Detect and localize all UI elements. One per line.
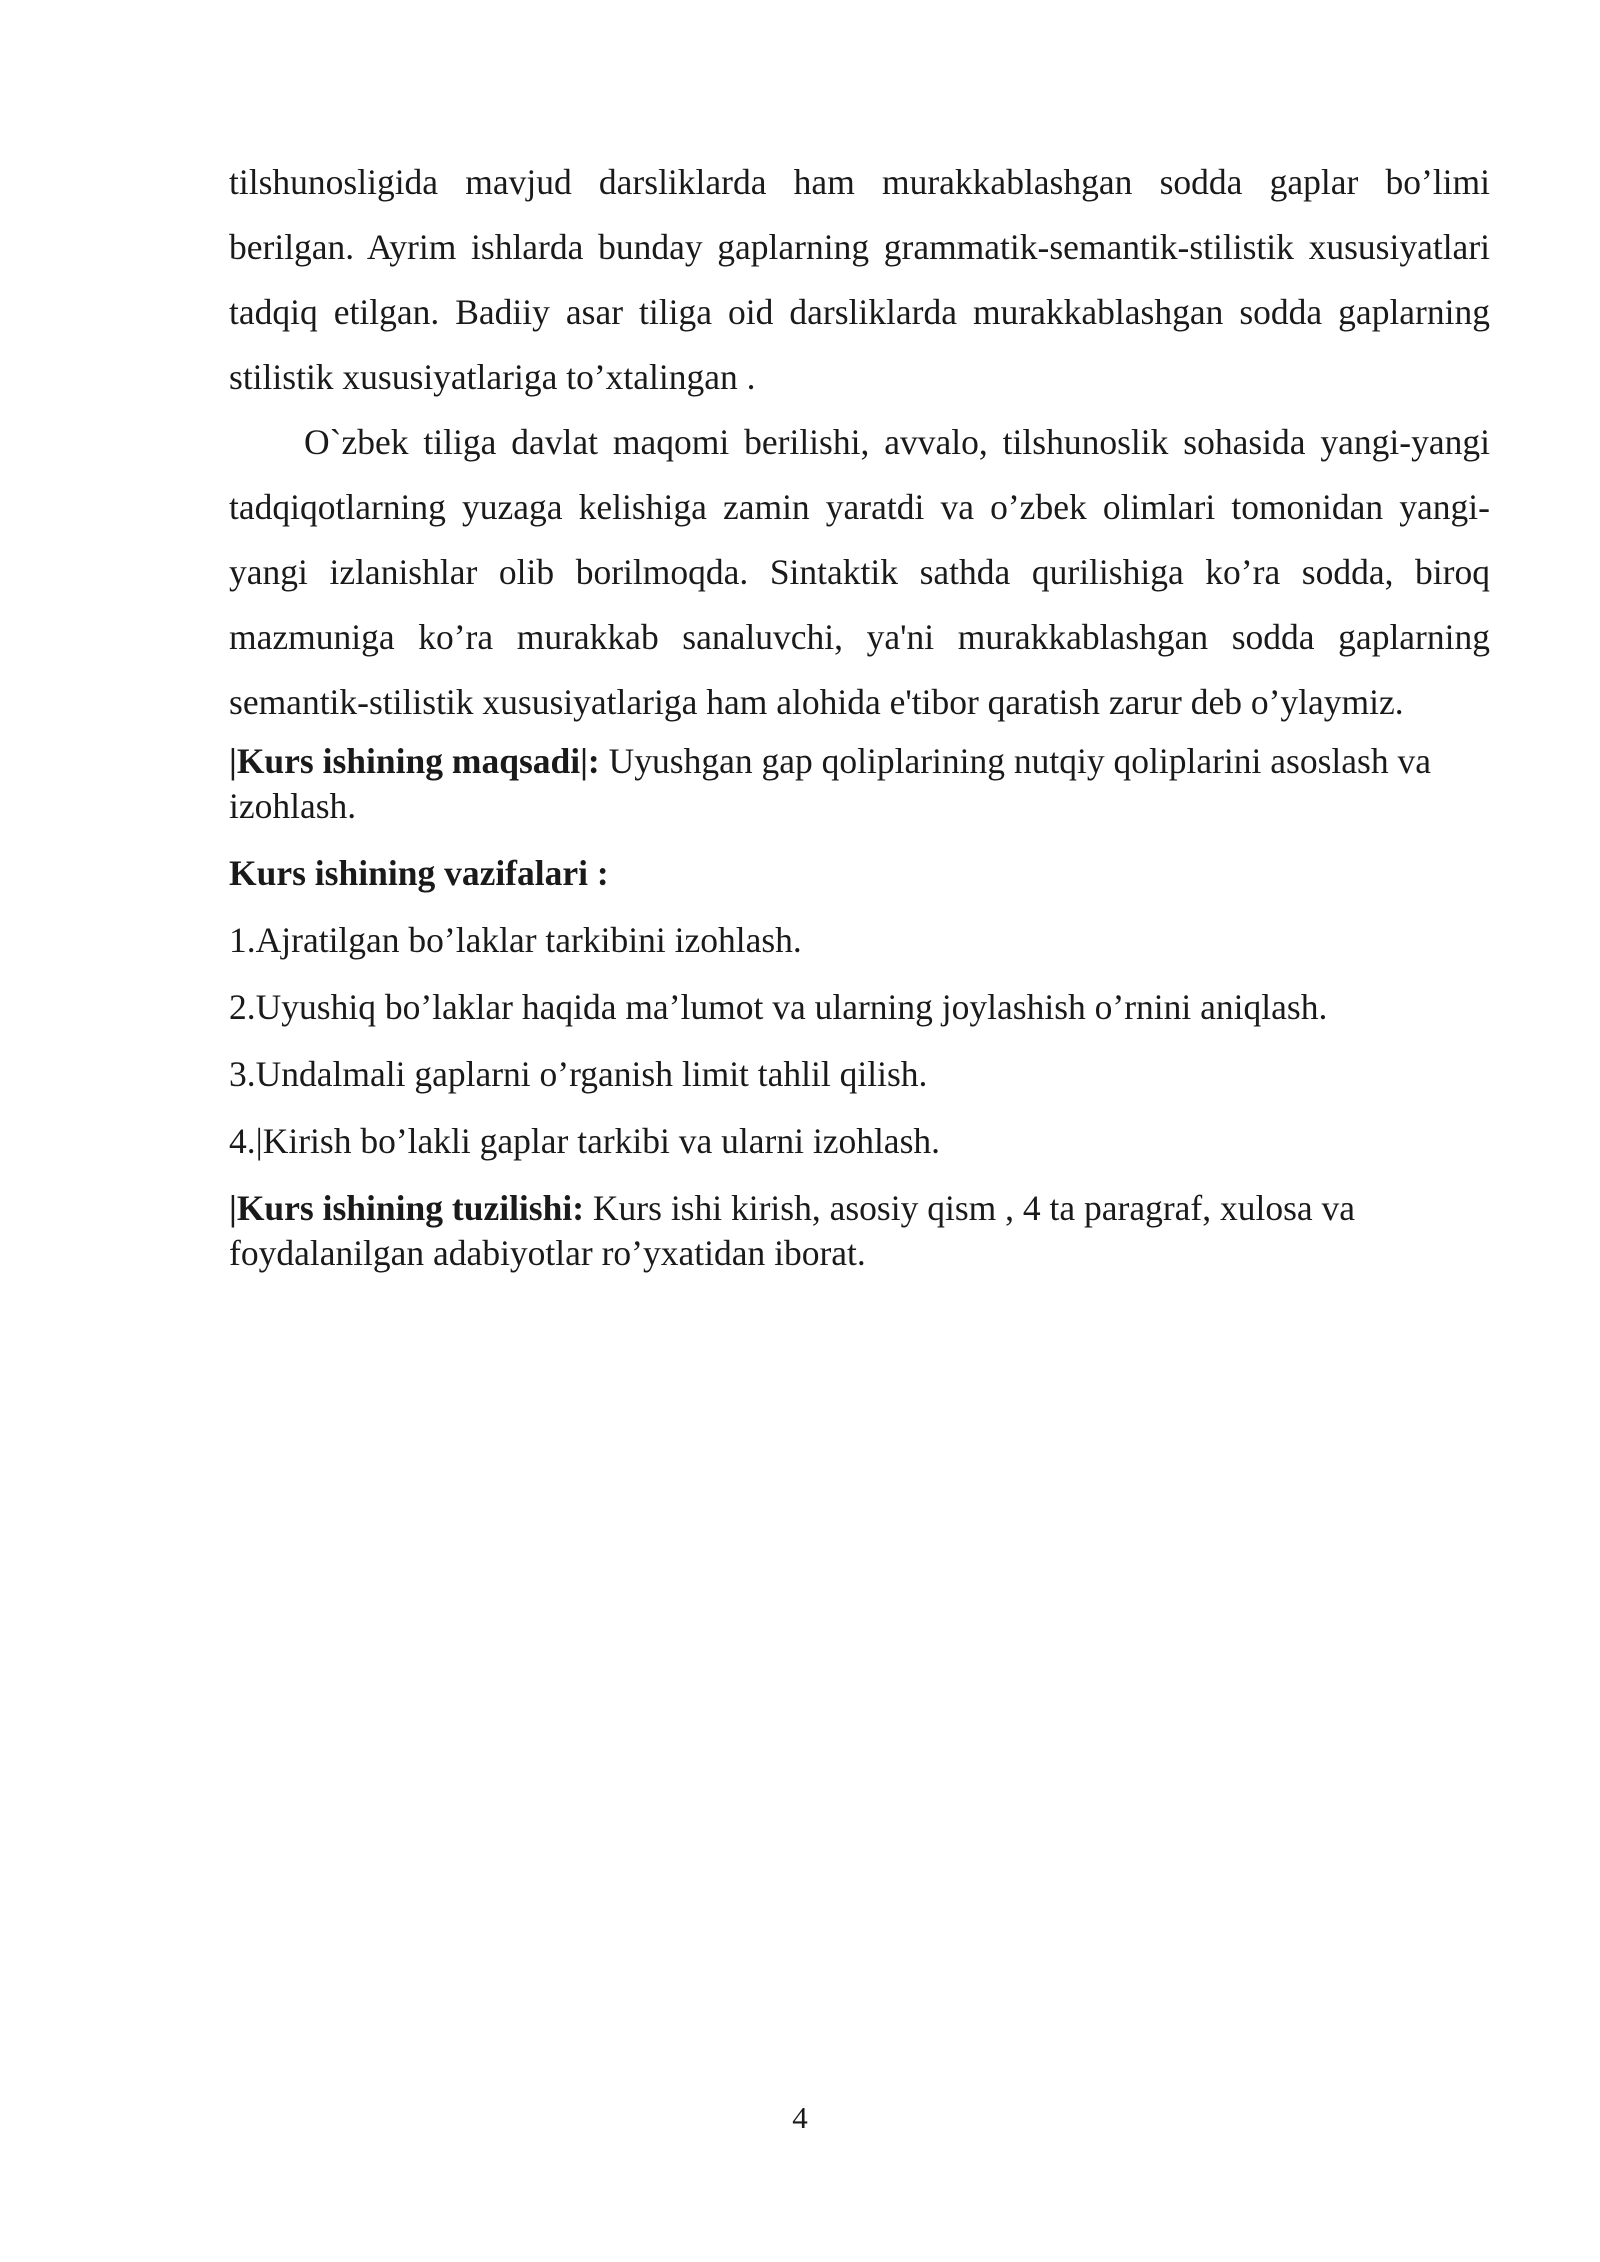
goal-paragraph (229, 739, 1490, 829)
structure-text: Kurs ishi kirish, asosiy qism , 4 ta paragraf, xulosa va foydalanilgan adabiyotlar ro’yxatidan iborat. (229, 1188, 1356, 1273)
document-page (229, 150, 1490, 1276)
body-paragraph-1: tilshunosligida mavjud darsliklarda ham murakkablashgan sodda gaplar bo’limi berilgan. Ayrim ishlarda bunday gaplarning grammatik-semantik-stilistik xususiyatlari tadqiq etilgan. Badiiy asar tiliga oid darsliklarda murakkablashgan sodda gaplarning stilistik xususiyatlariga to’xtalingan . (229, 162, 1490, 397)
page-number: 4 (792, 2100, 808, 2135)
task-item-3: 3.Undalmali gaplarni o’rganish limit tahlil qilish. (229, 1054, 928, 1094)
task-item-2: 2.Uyushiq bo’laklar haqida ma’lumot va ularning joylashish o’rnini aniqlash. (229, 987, 1328, 1027)
body-paragraph-2: O`zbek tiliga davlat maqomi berilishi, avvalo, tilshunoslik sohasida yangi-yangi tadqiqotlarning yuzaga kelishiga zamin yaratdi va o’zbek olimlari tomonidan yangi-yangi izlanishlar olib borilmoqda. Sintaktik sathda qurilishiga ko’ra sodda, biroq mazmuniga ko’ra murakkab sanaluvchi, ya'ni murakkablashgan sodda gaplarning semantik-stilistik xususiyatlariga ham alohida e'tibor qaratish zarur deb o’ylaymiz. (229, 422, 1490, 722)
structure-paragraph (229, 1186, 1490, 1276)
tasks-heading: Kurs ishining vazifalari : (229, 853, 609, 893)
structure-label: |Kurs ishining tuzilishi: (229, 1188, 585, 1228)
goal-text: Uyushgan gap qoliplarining nutqiy qoliplarini asoslash va izohlash. (229, 741, 1431, 826)
task-item-4: 4.|Kirish bo’lakli gaplar tarkibi va ularni izohlash. (229, 1121, 941, 1161)
task-item-1: 1.Ajratilgan bo’laklar tarkibini izohlash. (229, 920, 802, 960)
goal-label: |Kurs ishining maqsadi|: (229, 741, 600, 781)
